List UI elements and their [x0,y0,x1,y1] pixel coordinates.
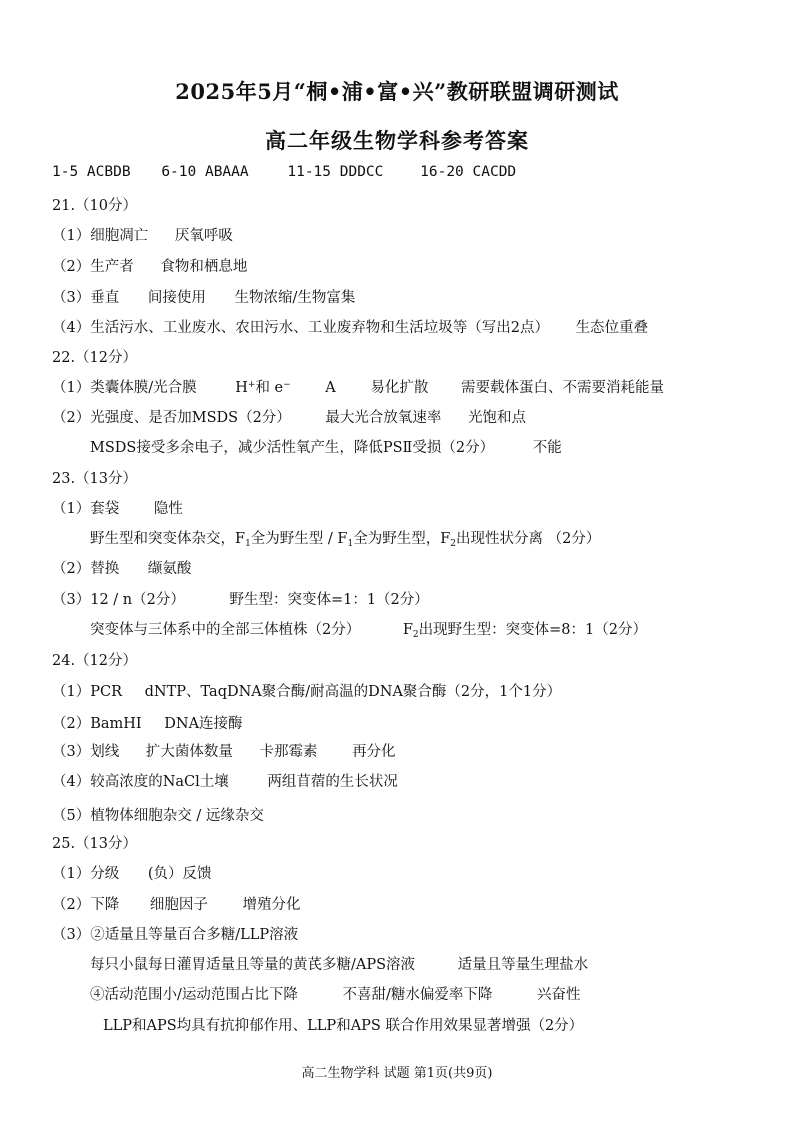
q25-line-6: LLP和APS均具有抗抑郁作用、LLP和APS 联合作用效果显著增强（2分） [103,1018,584,1034]
q22-line-2 [52,406,526,427]
answer: （2）光强度、是否加MSDS（2分） [52,410,291,426]
answer: （3）垂直 [52,290,120,306]
q21-line-1 [52,224,233,245]
answer: 不喜甜/糖水偏爱率下降 [342,987,493,1003]
answer: 不能 [532,440,562,456]
answer: （4）生活污水、工业废水、农田污水、工业废弃物和生活垃圾等（写出2点） [52,320,549,336]
q24-line-5: （5）植物体细胞杂交 / 远缘杂交 [52,808,264,824]
q24-line-2 [52,712,243,733]
q22-line-3 [90,436,562,457]
answer: A [325,380,336,396]
answer: 增殖分化 [242,897,301,913]
q24-line-3 [52,740,396,761]
answer: （1）分级 [52,866,120,882]
answer: H+和 e− [235,380,291,396]
q21-line-3 [52,286,355,307]
answer: 再分化 [352,744,396,760]
answer: （2）生产者 [52,259,134,275]
q23-line-5 [90,618,647,640]
answer: 两组苜蓿的生长状况 [267,774,398,790]
answer: （2）BamHⅠ [52,716,142,732]
answer: (负）反馈 [147,866,212,882]
answer: 野生型：突变体=1：1（2分） [229,592,429,608]
choice-11-15: 11-15 DDDCC [287,164,384,180]
answer: （1）套袋 [52,501,120,517]
answer: 适量且等量生理盐水 [457,957,589,973]
answer: 突变体与三体系中的全部三体植株（2分） [90,622,361,638]
page-title: 2025年5月“桐•浦•富•兴”教研联盟调研测试 [175,79,619,104]
answer: $F_2$出现野生型：突变体=8：1（2分） [402,622,647,640]
choice-6-10: 6-10 ABAAA [161,164,249,180]
answer: 细胞因子 [149,897,208,913]
answer: 缬氨酸 [147,561,192,577]
answer: 扩大菌体数量 [145,744,233,760]
page-subtitle: 高二年级生物学科参考答案 [265,128,529,153]
page-footer: 高二生物学科 试题 第1页(共9页) [301,1066,493,1081]
answer: 生态位重叠 [575,320,649,336]
answer: 食物和栖息地 [160,259,248,275]
q21-heading: 21.（10分） [52,198,138,214]
choice-1-5: 1-5 ACBDB [52,164,131,180]
answer: dNTP、TaqDNA聚合酶/耐高温的DNA聚合酶（2分，1个1分） [144,684,562,700]
q21-line-2 [52,255,247,276]
answer: DNA连接酶 [164,716,243,732]
q23-line-1 [52,497,183,518]
q22-line-1 [52,376,664,397]
answer: ④活动范围小/运动范围占比下降 [90,987,298,1003]
q25-line-3: （3）②适量且等量百合多糖/LLP溶液 [52,927,299,943]
q25-line-1 [52,862,212,883]
answer: 每只小鼠每日灌胃适量且等量的黄芪多糖/APS溶液 [90,957,416,973]
q22-heading: 22.（12分） [52,350,138,366]
q23-heading: 23.（13分） [52,471,138,487]
q21-line-4 [52,316,648,337]
answer: （2）替换 [52,561,120,577]
choice-16-20: 16-20 CACDD [420,164,517,180]
answer: （4）较高浓度的NaCl土壤 [52,774,229,790]
answer: 隐性 [153,501,183,517]
answer: 生物浓缩/生物富集 [234,290,356,306]
q24-line-4 [52,770,398,791]
q23-line-2: 野生型和突变体杂交，$F_1$全为野生型 / $F_1$全为野生型，$F_2$出现性状分离 （2分） [90,531,601,549]
q23-line-3 [52,557,191,578]
answer: 易化扩散 [370,380,429,396]
q24-line-1 [52,680,561,701]
answer: 兴奋性 [537,987,581,1003]
q25-line-4 [90,953,588,974]
answer: 光饱和点 [468,410,527,426]
answer: 厌氧呼吸 [174,228,233,244]
q24-heading: 24.（12分） [52,653,138,669]
q25-line-5 [90,983,581,1004]
answer: 间接使用 [147,290,206,306]
q23-line-4 [52,588,429,609]
q25-line-2 [52,893,300,914]
answer: （2）下降 [52,897,120,913]
q25-heading: 25.（13分） [52,836,138,852]
answer: MSDS接受多余电子，减少活性氧产生，降低PSⅡ受损（2分） [90,440,495,456]
answer: （1）类囊体膜/光合膜 [52,380,197,396]
choice-answers [52,164,516,180]
answer: （3）划线 [52,744,120,760]
answer: 最大光合放氧速率 [325,410,442,426]
answer: 卡那霉素 [259,744,318,760]
answer: （1）细胞凋亡 [52,228,149,244]
answer: （3）12 / n（2分） [52,592,185,608]
answer: （1）PCR [52,684,122,700]
answer: 需要载体蛋白、不需要消耗能量 [461,380,664,396]
